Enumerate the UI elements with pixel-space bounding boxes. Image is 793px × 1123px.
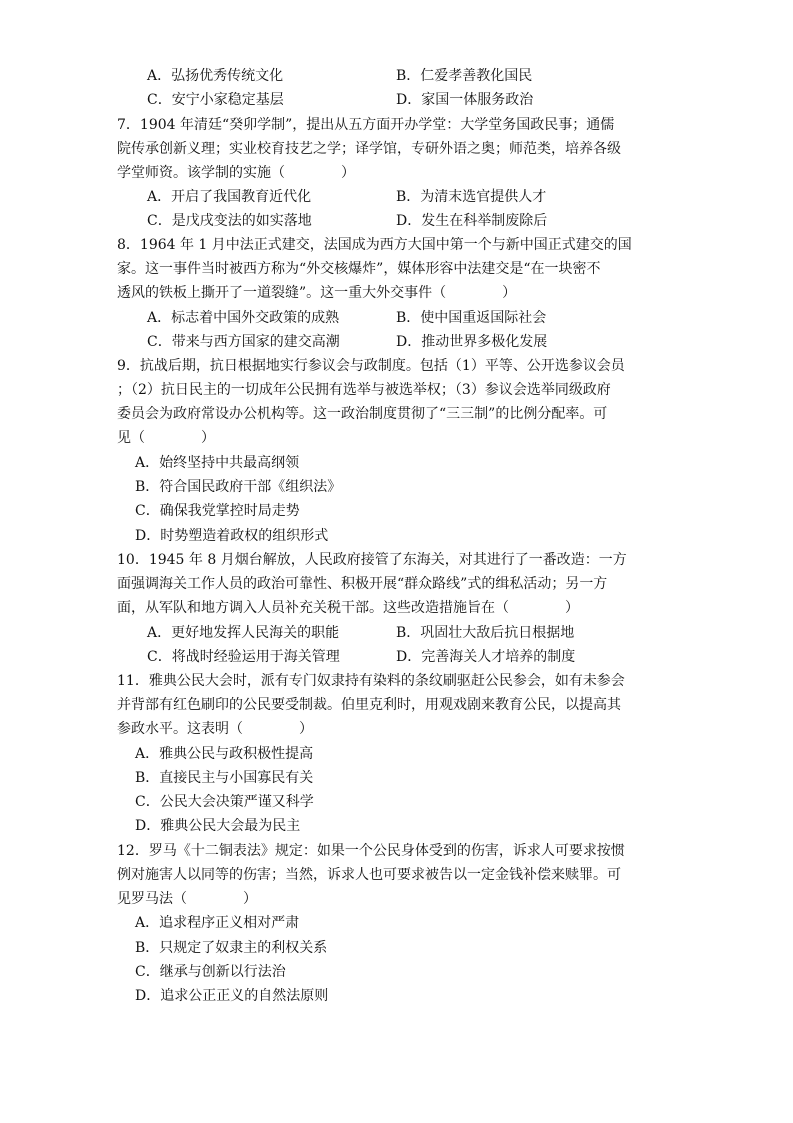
q6-option-d[interactable]: D．家国一体服务政治 <box>396 92 534 108</box>
q7-option-a[interactable]: A．开启了我国教育近代化 <box>147 189 312 205</box>
q8-option-c[interactable]: C．带来与西方国家的建交高潮 <box>147 334 340 350</box>
q12-stem-line-1: 12．罗马《十二铜表法》规定：如果一个公民身体受到的伤害，诉求人可要求按惯 <box>117 843 625 859</box>
q7-option-d[interactable]: D．发生在科举制废除后 <box>396 213 548 229</box>
q8-stem-line-3: 透风的铁板上撕开了一道裂缝”。这一重大外交事件（ ） <box>117 285 517 301</box>
q6-option-c[interactable]: C．安宁小家稳定基层 <box>147 92 284 108</box>
q12-option-d[interactable]: D．追求公正正义的自然法原则 <box>135 988 329 1004</box>
q10-option-c[interactable]: C．将战时经验运用于海关管理 <box>147 649 340 665</box>
q11-stem-line-3: 参政水平。这表明（ ） <box>117 721 313 737</box>
q6-option-a[interactable]: A．弘扬优秀传统文化 <box>147 68 284 84</box>
q9-stem-line-3: 委员会为政府常设办公机构等。这一政治制度贯彻了“三三制”的比例分配率。可 <box>117 406 608 422</box>
q9-option-d[interactable]: D．时势塑造着政权的组织形式 <box>135 528 329 544</box>
q8-stem-line-2: 家。这一事件当时被西方称为“外交核爆炸”，媒体形容中法建交是“在一块密不 <box>117 261 601 277</box>
q8-stem-line-1: 8．1964 年 1 月中法正式建交，法国成为西方大国中第一个与新中国正式建交的国 <box>117 237 632 253</box>
q7-option-b[interactable]: B．为清末选官提供人才 <box>396 189 547 205</box>
q12-stem-line-2: 例对施害人以同等的伤害；当然，诉求人也可要求被告以一定金钱补偿来赎罪。可 <box>117 867 621 883</box>
q11-option-a[interactable]: A．雅典公民与政积极性提高 <box>135 746 314 762</box>
q10-stem-line-1: 10．1945 年 8 月烟台解放，人民政府接管了东海关，对其进行了一番改造：一方 <box>117 552 627 568</box>
q9-option-b[interactable]: B．符合国民政府干部《组织法》 <box>135 479 342 495</box>
q9-option-a[interactable]: A．始终坚持中共最高纲领 <box>135 455 300 471</box>
q12-option-c[interactable]: C．继承与创新以行法治 <box>135 964 286 980</box>
q8-option-d[interactable]: D．推动世界多极化发展 <box>396 334 548 350</box>
q8-option-a[interactable]: A．标志着中国外交政策的成熟 <box>147 310 340 326</box>
q9-stem-line-2: ；（2）抗日民主的一切成年公民拥有选举与被选举权；（3）参议会选举同级政府 <box>117 382 611 398</box>
q11-stem-line-1: 11．雅典公民大会时，派有专门奴隶持有染料的条纹刷驱赶公民参会，如有未参会 <box>117 673 625 689</box>
q11-option-b[interactable]: B．直接民主与小国寡民有关 <box>135 770 314 786</box>
q7-option-c[interactable]: C．是戊戌变法的如实落地 <box>147 213 312 229</box>
q8-option-b[interactable]: B．使中国重返国际社会 <box>396 310 547 326</box>
q11-option-c[interactable]: C．公民大会决策严谨又科学 <box>135 794 314 810</box>
q7-stem-line-2: 院传承创新义理；实业校育技艺之学；译学馆，专研外语之奥；师范类，培养各级 <box>117 141 621 157</box>
q11-option-d[interactable]: D．雅典公民大会最为民主 <box>135 818 301 834</box>
q10-option-d[interactable]: D．完善海关人才培养的制度 <box>396 649 576 665</box>
q10-stem-line-2: 面强调海关工作人员的政治可靠性、积极开展“群众路线”式的缉私活动；另一方 <box>117 576 608 592</box>
q12-stem-line-3: 见罗马法（ ） <box>117 891 257 907</box>
q7-stem-line-1: 7．1904 年清廷“癸卯学制”，提出从五方面开办学堂：大学堂务国政民事；通儒 <box>117 117 615 133</box>
q10-option-b[interactable]: B．巩固壮大敌后抗日根据地 <box>396 625 575 641</box>
q9-stem-line-1: 9．抗战后期，抗日根据地实行参议会与政制度。包括（1）平等、公开选参议会员 <box>117 358 625 374</box>
q9-stem-line-4: 见（ ） <box>117 430 215 446</box>
q11-stem-line-2: 并背部有红色刷印的公民要受制裁。伯里克利时，用观戏剧来教育公民，以提高其 <box>117 697 621 713</box>
q10-stem-line-3: 面，从军队和地方调入人员补充关税干部。这些改造措施旨在（ ） <box>117 600 579 616</box>
q9-option-c[interactable]: C．确保我党掌控时局走势 <box>135 503 300 519</box>
q6-option-b[interactable]: B．仁爱孝善教化国民 <box>396 68 533 84</box>
q12-option-b[interactable]: B．只规定了奴隶主的利权关系 <box>135 940 328 956</box>
q12-option-a[interactable]: A．追求程序正义相对严肃 <box>135 915 300 931</box>
q7-stem-line-3: 学堂师资。该学制的实施（ ） <box>117 165 355 181</box>
q10-option-a[interactable]: A．更好地发挥人民海关的职能 <box>147 625 340 641</box>
